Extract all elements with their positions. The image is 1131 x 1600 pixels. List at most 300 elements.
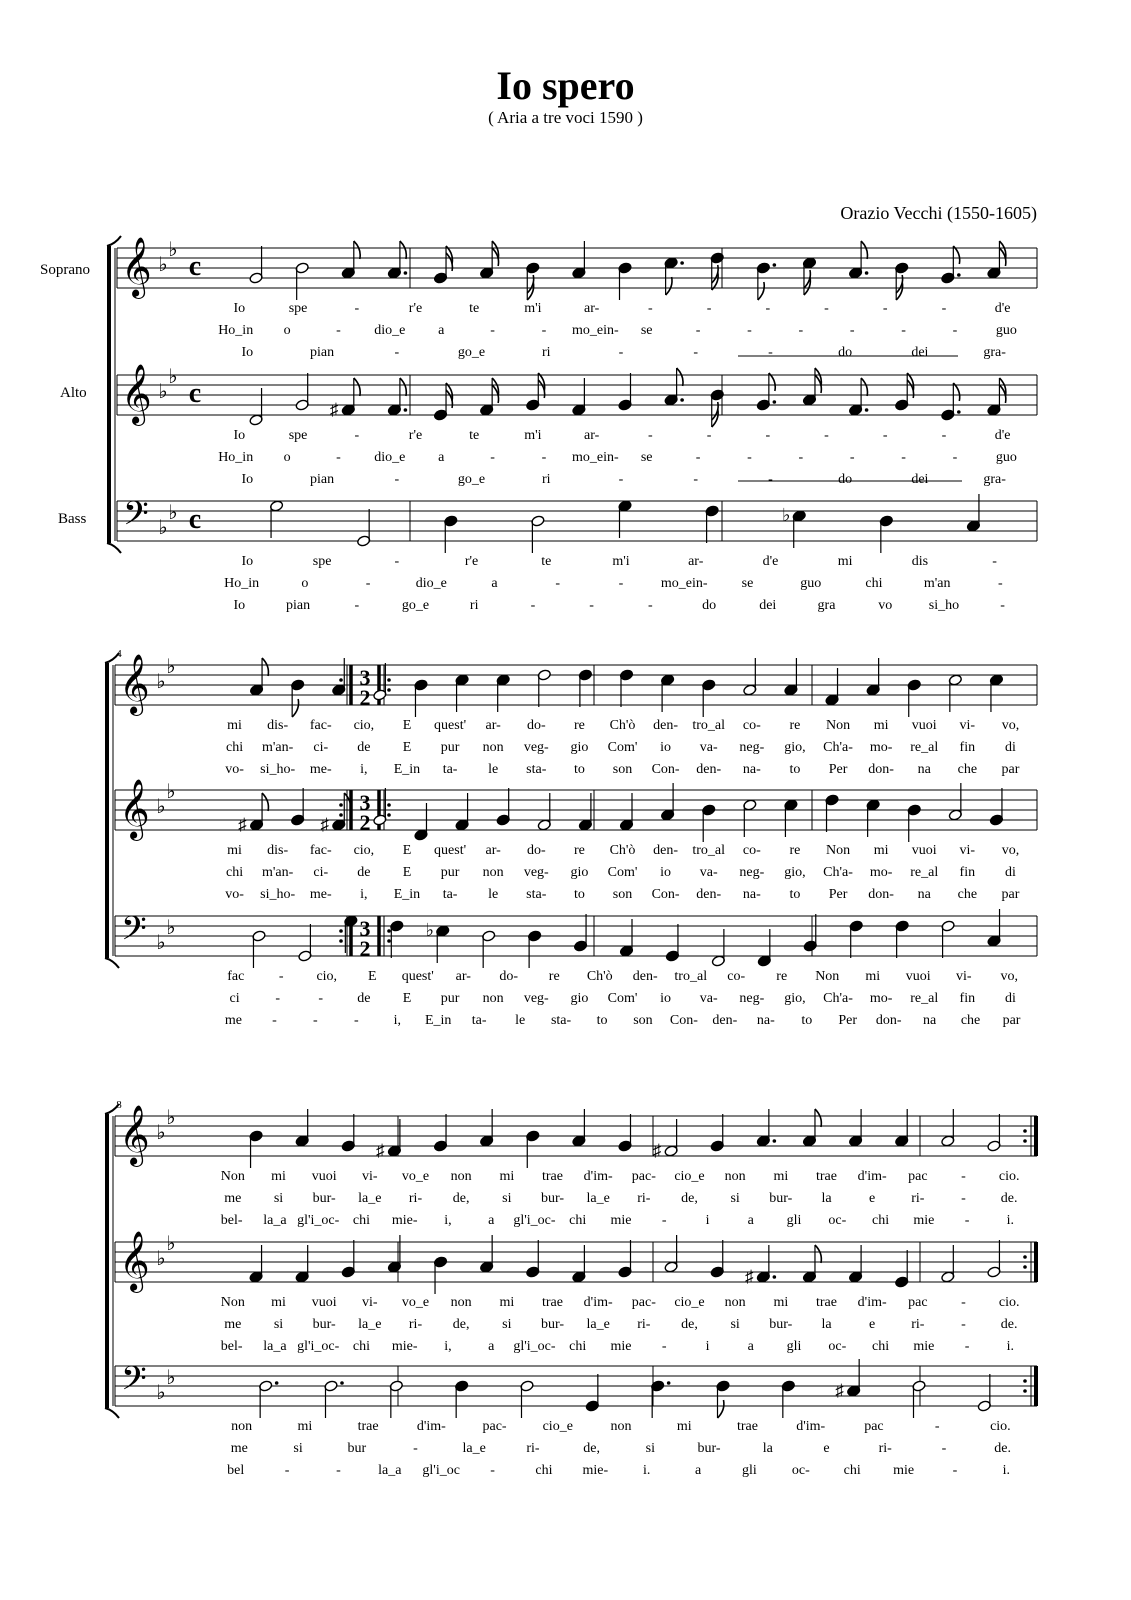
lyric-syllable: i, <box>393 1013 401 1028</box>
augmentation-dot <box>773 1275 777 1279</box>
lyric-syllable: - <box>354 598 360 613</box>
lyric-syllable: - <box>961 1317 966 1332</box>
lyric-syllable: vi- <box>959 718 976 733</box>
lyric-syllable: mo_ein- <box>571 323 619 338</box>
lyric-syllable: cio. <box>998 1169 1020 1184</box>
lyric-syllable: si <box>645 1441 656 1456</box>
lyric-syllable: gli <box>786 1339 802 1354</box>
lyric-syllable: trae <box>357 1419 379 1434</box>
lyric-syllable: va- <box>699 865 718 880</box>
lyric-syllable: Io <box>233 598 246 613</box>
lyric-syllable: mo_ein- <box>660 576 708 591</box>
repeat-dot <box>339 813 343 817</box>
treble-clef-icon: 𝄞 <box>121 366 152 423</box>
lyric-syllable: re <box>776 969 788 984</box>
lyric-syllable: - <box>941 428 947 443</box>
meter-two-icon: 2 <box>359 936 371 961</box>
lyric-syllable: la_a <box>378 1463 402 1478</box>
lyric-syllable: re <box>548 969 560 984</box>
lyric-syllable: - <box>693 472 699 487</box>
lyric-syllable: io <box>660 740 672 755</box>
lyric-syllable: co- <box>742 843 761 858</box>
lyric-syllable: - <box>952 323 958 338</box>
lyric-syllable: non <box>450 1295 472 1310</box>
lyric-syllable: re_al <box>910 740 939 755</box>
treble-clef-icon: 𝄞 <box>119 1233 150 1290</box>
lyric-syllable: si <box>730 1191 740 1206</box>
lyric-syllable: de <box>357 740 371 755</box>
lyric-syllable: fin <box>959 740 976 755</box>
lyric-syllable: se <box>640 450 653 465</box>
augmentation-dot <box>773 400 777 404</box>
meter-two-icon: 2 <box>359 810 371 835</box>
lyric-syllable: dis- <box>267 718 289 733</box>
lyric-syllable: te <box>469 428 480 443</box>
lyric-syllable: che <box>960 1013 981 1028</box>
lyric-syllable: de. <box>1000 1191 1018 1206</box>
lyric-syllable: - <box>798 323 804 338</box>
lyric-syllable: m'an- <box>262 740 294 755</box>
note-flag <box>815 1109 821 1127</box>
lyric-syllable: cio_e <box>674 1295 705 1310</box>
measure-number: 4 <box>116 648 122 660</box>
lyric-syllable: non <box>482 991 504 1006</box>
lyric-syllable: de, <box>583 1441 601 1456</box>
lyric-syllable: - <box>901 323 906 338</box>
bass-clef-icon: 𝄢 <box>121 910 147 955</box>
note-flag <box>861 378 867 396</box>
lyric-syllable: e <box>823 1441 830 1456</box>
lyric-syllable: - <box>313 1013 318 1028</box>
lyric-syllable: cio, <box>353 843 375 858</box>
lyric-syllable: i <box>705 1213 710 1228</box>
voice-label-soprano: Soprano <box>40 262 90 278</box>
lyric-syllable: gio, <box>784 991 806 1006</box>
note-flag <box>953 246 959 264</box>
lyric-syllable: ri- <box>878 1441 892 1456</box>
lyric-syllable: ri- <box>911 1317 925 1332</box>
lyric-syllable: ar- <box>584 301 600 316</box>
lyric-syllable: de, <box>681 1317 698 1332</box>
lyric-syllable: ri- <box>408 1191 423 1206</box>
meter-three-icon: 3 <box>359 916 371 941</box>
lyric-syllable: e <box>869 1191 876 1206</box>
lyric-syllable: gra- <box>983 472 1006 487</box>
lyric-syllable: Con- <box>669 1013 698 1028</box>
repeat-dot <box>387 929 391 933</box>
lyric-syllable: mi <box>271 1295 286 1310</box>
lyric-syllable: bur- <box>312 1317 336 1332</box>
augmentation-dot <box>340 1381 344 1385</box>
lyric-syllable: d'e <box>994 301 1011 316</box>
lyric-syllable: fin <box>959 865 976 880</box>
lyric-syllable: gl'i_oc- <box>297 1339 340 1354</box>
lyric-syllable: chi <box>872 1339 890 1354</box>
augmentation-dot <box>404 271 408 275</box>
lyric-syllable: ri- <box>637 1317 651 1332</box>
key-flat-e-icon: ♭ <box>166 656 176 678</box>
lyric-syllable: - <box>394 554 400 569</box>
key-flat-b-icon: ♭ <box>158 517 168 539</box>
lyric-syllable: Con- <box>651 887 680 902</box>
lyric-syllable: me <box>224 1191 242 1206</box>
lyric-syllable: to <box>573 887 585 902</box>
lyric-syllable: mo- <box>869 991 893 1006</box>
lyric-syllable: E <box>402 991 412 1006</box>
lyric-syllable: do- <box>526 843 546 858</box>
lyric-syllable: pur <box>440 991 460 1006</box>
lyric-syllable: go_e <box>401 598 430 613</box>
lyric-syllable: dei <box>759 598 777 613</box>
lyric-syllable: - <box>998 576 1003 591</box>
lyric-syllable: tro_al <box>692 843 726 858</box>
lyric-syllable: Per <box>828 762 848 777</box>
lyric-syllable: pac- <box>631 1295 656 1310</box>
lyric-syllable: quest' <box>401 969 434 984</box>
lyric-syllable: to <box>596 1013 608 1028</box>
lyric-syllable: tro_al <box>692 718 726 733</box>
lyric-syllable: o <box>283 450 291 465</box>
lyric-syllable: mi <box>499 1169 515 1184</box>
lyric-syllable: - <box>952 1463 958 1478</box>
score-title: Io spero <box>496 63 635 108</box>
lyric-syllable: na <box>917 762 931 777</box>
lyric-syllable: d'im- <box>416 1419 446 1434</box>
lyric-syllable: vuoi <box>311 1295 337 1310</box>
lyric-syllable: - <box>365 576 371 591</box>
sharp-icon: ♯ <box>835 1381 844 1400</box>
lyric-syllable: la <box>821 1317 832 1332</box>
flat-icon: ♭ <box>781 505 791 525</box>
repeat-dot <box>387 803 391 807</box>
lyric-syllable: co- <box>727 969 746 984</box>
key-flat-b-icon: ♭ <box>156 671 166 693</box>
lyric-syllable: le <box>488 887 499 902</box>
lyric-syllable: veg- <box>523 865 549 880</box>
lyric-syllable: E <box>402 718 412 733</box>
lyric-syllable: gio <box>570 865 589 880</box>
lyric-syllable: a <box>438 323 445 338</box>
lyric-syllable: - <box>706 301 712 316</box>
lyric-syllable: o <box>301 576 309 591</box>
lyric-syllable: vi- <box>362 1295 378 1310</box>
lyric-syllable: pur <box>440 740 460 755</box>
lyric-syllable: oc- <box>828 1339 847 1354</box>
lyric-syllable: Non <box>825 843 851 858</box>
lyric-syllable: co- <box>742 718 761 733</box>
augmentation-dot <box>680 398 684 402</box>
lyric-syllable: - <box>992 554 997 569</box>
augmentation-dot <box>865 271 869 275</box>
lyric-syllable: va- <box>699 740 718 755</box>
lyric-syllable: i. <box>1006 1213 1015 1228</box>
lyric-syllable: ri <box>469 598 479 613</box>
flat-icon: ♭ <box>425 920 434 940</box>
lyric-syllable: par <box>1001 887 1020 902</box>
lyric-syllable: che <box>957 762 978 777</box>
meter-two-icon: 2 <box>359 685 371 710</box>
lyric-syllable: ri- <box>526 1441 540 1456</box>
lyric-syllable: vi- <box>955 969 972 984</box>
note-flag <box>292 699 298 717</box>
lyric-syllable: mie <box>913 1213 935 1228</box>
lyric-syllable: veg- <box>523 740 549 755</box>
lyric-syllable: cio. <box>998 1295 1020 1310</box>
lyric-syllable: a <box>488 1339 495 1354</box>
lyric-syllable: m'an- <box>262 865 294 880</box>
key-flat-b-icon: ♭ <box>156 1122 166 1144</box>
lyric-syllable: d'e <box>994 428 1011 443</box>
lyric-syllable: son <box>612 887 633 902</box>
lyric-syllable: ar- <box>584 428 600 443</box>
lyric-syllable: do- <box>526 718 546 733</box>
lyric-syllable: chi <box>569 1213 587 1228</box>
lyric-syllable: go_e <box>457 345 486 360</box>
repeat-dot <box>1023 1265 1027 1269</box>
lyric-syllable: - <box>964 1213 970 1228</box>
lyric-syllable: se <box>640 323 653 338</box>
lyric-syllable: i. <box>1006 1339 1015 1354</box>
lyric-syllable: Com' <box>607 865 638 880</box>
lyric-syllable: par <box>1002 1013 1021 1028</box>
lyric-syllable: la_e <box>586 1191 610 1206</box>
lyric-syllable: na- <box>742 887 761 902</box>
lyric-syllable: don- <box>868 887 894 902</box>
lyric-syllable: den- <box>653 843 679 858</box>
voice-label-alto: Alto <box>60 385 87 401</box>
lyric-syllable: re <box>789 718 801 733</box>
composer-credit: Orazio Vecchi (1550-1605) <box>840 203 1037 223</box>
lyric-syllable: chi <box>569 1339 587 1354</box>
lyric-syllable: la_a <box>263 1339 287 1354</box>
lyric-syllable: - <box>413 1441 418 1456</box>
lyric-syllable: mo- <box>869 865 893 880</box>
lyric-syllable: chi <box>872 1213 890 1228</box>
lyric-syllable: don- <box>868 762 894 777</box>
lyric-syllable: na- <box>756 1013 775 1028</box>
lyric-syllable: non <box>482 740 504 755</box>
lyric-syllable: den- <box>632 969 658 984</box>
lyric-syllable: - <box>849 323 855 338</box>
lyric-syllable: ci <box>229 991 240 1006</box>
lyric-syllable: - <box>747 323 752 338</box>
lyric-syllable: d'im- <box>857 1295 887 1310</box>
lyric-syllable: vo_e <box>401 1169 430 1184</box>
lyric-syllable: va- <box>699 991 718 1006</box>
repeat-dot <box>1023 1255 1027 1259</box>
lyric-syllable: Ho_in <box>218 450 254 465</box>
lyric-syllable: ar- <box>688 554 704 569</box>
bracket-hook <box>105 1408 119 1418</box>
lyric-syllable: chi <box>352 1213 370 1228</box>
lyric-syllable: - <box>541 323 547 338</box>
lyric-syllable: Ch'ò <box>609 843 636 858</box>
repeat-dot <box>339 803 343 807</box>
lyric-syllable: mi <box>865 969 881 984</box>
lyric-syllable: la_e <box>462 1441 486 1456</box>
lyric-syllable: - <box>824 301 829 316</box>
lyric-syllable: fac- <box>309 843 332 858</box>
lyric-syllable: - <box>941 1441 947 1456</box>
lyric-syllable: pur <box>440 865 460 880</box>
key-flat-e-icon: ♭ <box>168 239 178 261</box>
lyric-syllable: trae <box>736 1419 758 1434</box>
lyric-syllable: - <box>354 301 360 316</box>
lyric-syllable: dis- <box>267 843 289 858</box>
lyric-syllable: - <box>765 428 771 443</box>
lyric-syllable: na <box>917 887 931 902</box>
lyric-syllable: io <box>660 991 672 1006</box>
augmentation-dot <box>275 1381 279 1385</box>
lyric-syllable: la <box>821 1191 832 1206</box>
lyric-syllable: Ch'ò <box>609 718 636 733</box>
lyric-syllable: de. <box>1000 1317 1018 1332</box>
lyric-syllable: mi <box>773 1169 789 1184</box>
lyric-syllable: se <box>741 576 754 591</box>
lyric-syllable: de, <box>681 1191 698 1206</box>
repeat-dot <box>1023 1389 1027 1393</box>
meter-three-icon: 3 <box>359 665 371 690</box>
lyric-syllable: E_in <box>393 887 421 902</box>
lyric-syllable: Ch'ò <box>586 969 613 984</box>
measure-number: 8 <box>116 1099 122 1111</box>
lyric-syllable: ta- <box>442 762 458 777</box>
lyric-syllable: mie- <box>391 1339 418 1354</box>
voice-label-bass: Bass <box>58 511 87 527</box>
lyric-syllable: Per <box>838 1013 858 1028</box>
lyric-syllable: mie- <box>582 1463 609 1478</box>
lyric-syllable: go_e <box>457 472 486 487</box>
lyric-syllable: ri- <box>637 1191 651 1206</box>
lyric-syllable: gli <box>742 1463 757 1478</box>
lyric-syllable: trae <box>542 1169 563 1184</box>
lyric-syllable: - <box>768 472 773 487</box>
note-flag <box>815 1245 821 1263</box>
lyric-syllable: si <box>273 1191 284 1206</box>
lyric-syllable: gli <box>786 1213 802 1228</box>
lyric-syllable: tro_al <box>674 969 708 984</box>
lyric-syllable: - <box>695 323 701 338</box>
lyric-syllable: fac <box>227 969 245 984</box>
lyric-syllable: cio, <box>316 969 338 984</box>
augmentation-dot <box>773 1139 777 1143</box>
sharp-icon: ♯ <box>376 1141 385 1160</box>
lyric-syllable: bur- <box>769 1191 793 1206</box>
lyric-syllable: Ch'a- <box>823 740 853 755</box>
lyric-syllable: ar- <box>485 843 501 858</box>
note-flag <box>718 1400 724 1418</box>
lyric-syllable: Non <box>825 718 851 733</box>
lyric-syllable: vuoi <box>311 1169 337 1184</box>
lyric-syllable: - <box>849 450 855 465</box>
lyric-syllable: mie <box>913 1339 935 1354</box>
lyric-syllable: - <box>278 969 284 984</box>
lyric-syllable: na- <box>742 762 761 777</box>
lyric-syllable: Ch'a- <box>823 865 853 880</box>
lyric-syllable: - <box>882 428 888 443</box>
note-flag <box>400 241 406 259</box>
lyric-syllable: to <box>801 1013 813 1028</box>
lyric-syllable: d'im- <box>583 1295 613 1310</box>
treble-clef-icon: 𝄞 <box>119 1107 150 1164</box>
lyric-syllable: E <box>402 740 412 755</box>
lyric-syllable: mi <box>227 718 242 733</box>
lyric-syllable: Com' <box>607 991 638 1006</box>
lyric-syllable: bur- <box>540 1191 565 1206</box>
lyric-syllable: - <box>618 472 624 487</box>
lyric-syllable: gl'i_oc <box>422 1463 460 1478</box>
bracket-hook <box>107 543 121 553</box>
lyric-syllable: la_e <box>358 1191 382 1206</box>
lyric-syllable: - <box>901 450 906 465</box>
lyric-syllable: E_in <box>424 1013 452 1028</box>
lyric-syllable: non <box>610 1419 632 1434</box>
bracket-hook <box>105 958 119 968</box>
note-flag <box>861 241 867 259</box>
lyric-syllable: mie <box>610 1213 632 1228</box>
lyric-syllable: pac- <box>482 1419 507 1434</box>
lyric-syllable: cio, <box>353 718 375 733</box>
lyric-syllable: den- <box>696 762 722 777</box>
key-flat-b-icon: ♭ <box>158 254 168 276</box>
lyric-syllable: ar- <box>455 969 471 984</box>
lyric-syllable: pian <box>286 598 311 613</box>
lyric-syllable: - <box>964 1339 970 1354</box>
lyric-syllable: E <box>367 969 377 984</box>
lyric-syllable: - <box>336 1463 341 1478</box>
lyric-syllable: pac- <box>631 1169 656 1184</box>
repeat-dot <box>339 678 343 682</box>
lyric-syllable: - <box>661 1213 667 1228</box>
lyric-syllable: vo, <box>1000 969 1018 984</box>
lyric-syllable: si <box>502 1191 512 1206</box>
lyric-syllable: di <box>1005 865 1016 880</box>
key-flat-b-icon: ♭ <box>156 796 166 818</box>
key-flat-b-icon: ♭ <box>158 381 168 403</box>
lyric-syllable: ci- <box>313 740 329 755</box>
lyric-syllable: vuoi <box>911 718 937 733</box>
lyric-syllable: chi <box>225 865 244 880</box>
repeat-dot <box>1023 1129 1027 1133</box>
lyric-syllable: E <box>402 865 412 880</box>
lyric-syllable: i, <box>444 1213 452 1228</box>
lyric-syllable: Ho_in <box>224 576 260 591</box>
lyric-syllable: son <box>633 1013 653 1028</box>
lyric-syllable: non <box>724 1169 746 1184</box>
lyric-syllable: - <box>882 301 888 316</box>
lyric-syllable: re <box>573 843 585 858</box>
lyric-syllable: e <box>869 1317 876 1332</box>
lyric-syllable: veg- <box>523 991 549 1006</box>
lyric-syllable: le <box>488 762 499 777</box>
lyric-syllable: oc- <box>828 1213 847 1228</box>
note-flag <box>758 282 764 300</box>
key-flat-b-icon: ♭ <box>156 932 166 954</box>
lyric-syllable: cio_e <box>542 1419 573 1434</box>
lyric-syllable: la <box>762 1441 773 1456</box>
lyric-syllable: vuoi <box>911 843 937 858</box>
lyric-syllable: guo <box>995 450 1017 465</box>
lyric-syllable: - <box>768 345 773 360</box>
lyric-syllable: i, <box>444 1339 452 1354</box>
lyric-syllable: o <box>283 323 291 338</box>
lyric-syllable: ri- <box>911 1191 925 1206</box>
lyric-syllable: Per <box>828 887 848 902</box>
lyric-syllable: vuoi <box>905 969 931 984</box>
lyric-syllable: - <box>648 598 653 613</box>
lyric-syllable: Con- <box>651 762 680 777</box>
lyric-syllable: mi <box>271 1169 286 1184</box>
